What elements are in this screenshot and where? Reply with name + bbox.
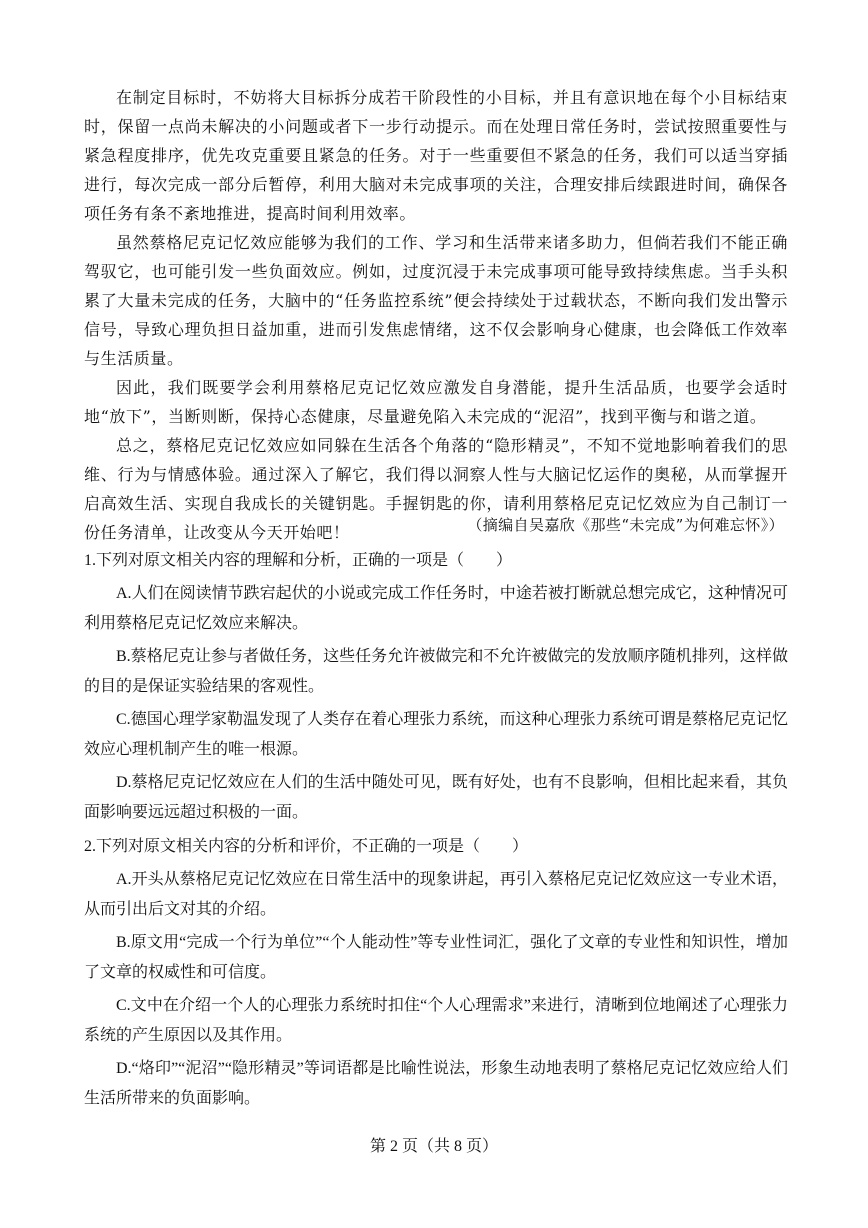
question-option: A.人们在阅读情节跌宕起伏的小说或完成工作任务时，中途若被打断就总想完成它，这种情况可利用蔡格尼克记忆效应来解决。 <box>84 585 788 632</box>
question-stem: 1.下列对原文相关内容的理解和分析，正确的一项是（ ） <box>84 552 513 569</box>
question-option: D.“烙印”“泥沼”“隐形精灵”等词语都是比喻性说法，形象生动地表明了蔡格尼克记忆效应给人们生活所带来的负面影响。 <box>84 1060 788 1107</box>
question-option: C.德国心理学家勒温发现了人类存在着心理张力系统，而这种心理张力系统可谓是蔡格尼克记忆效应心理机制产生的唯一根源。 <box>84 711 788 758</box>
question-option: D.蔡格尼克记忆效应在人们的生活中随处可见，既有好处，也有不良影响，但相比起来看，其负面影响要远远超过积极的一面。 <box>84 774 788 821</box>
question-list <box>84 542 788 1117</box>
reading-passage <box>84 83 788 547</box>
question-2 <box>84 832 788 1114</box>
question-option: C.文中在介绍一个人的心理张力系统时扣住“个人心理需求”来进行，清晰到位地阐述了心理张力系统的产生原因以及其作用。 <box>84 997 788 1044</box>
page-number-footer: 第 2 页（共 8 页） <box>369 1138 498 1155</box>
passage-paragraph-4: 总之，蔡格尼克记忆效应如同躲在生活各个角落的“隐形精灵”，不知不觉地影响着我们的思维、行为与情感体验。通过深入了解它，我们得以洞察人性与大脑记忆运作的奥秘，从而掌握开启高效生活、实现自我成长的关键钥匙。手握钥匙的你，请利用蔡格尼克记忆效应为自己制订一份任务清单，让改变从今天开始吧！ <box>84 436 788 542</box>
question-option: A.开头从蔡格尼克记忆效应在日常生活中的现象讲起，再引入蔡格尼克记忆效应这一专业术语，从而引出后文对其的介绍。 <box>84 871 788 918</box>
question-1 <box>84 546 788 828</box>
passage-source: （摘编自吴嘉欣《那些“未完成”为何难忘怀》） <box>467 516 784 534</box>
passage-paragraph-3: 因此，我们既要学会利用蔡格尼克记忆效应激发自身潜能，提升生活品质，也要学会适时地“放下”，当断则断，保持心态健康，尽量避免陷入未完成的“泥沼”，找到平衡与和谐之道。 <box>84 378 788 426</box>
question-stem: 2.下列对原文相关内容的分析和评价，不正确的一项是（ ） <box>84 838 529 855</box>
passage-paragraph-1: 在制定目标时，不妨将大目标拆分成若干阶段性的小目标，并且有意识地在每个小目标结束时，保留一点尚未解决的小问题或者下一步行动提示。而在处理日常任务时，尝试按照重要性与紧急程度排序，优先攻克重要且紧急的任务。对于一些重要但不紧急的任务，我们可以适当穿插进行，每次完成一部分后暂停，利用大脑对未完成事项的关注，合理安排后续跟进时间，确保各项任务有条不紊地推进，提高时间利用效率。 <box>84 88 788 223</box>
question-option: B.蔡格尼克让参与者做任务，这些任务允许被做完和不允许被做完的发放顺序随机排列，这样做的目的是保证实验结果的客观性。 <box>84 648 788 695</box>
passage-paragraph-2: 虽然蔡格尼克记忆效应能够为我们的工作、学习和生活带来诸多助力，但倘若我们不能正确驾驭它，也可能引发一些负面效应。例如，过度沉浸于未完成事项可能导致持续焦虑。当手头积累了大量未完成的任务，大脑中的“任务监控系统”便会持续处于过载状态，不断向我们发出警示信号，导致心理负担日益加重，进而引发焦虑情绪，这不仅会影响身心健康，也会降低工作效率与生活质量。 <box>84 233 788 368</box>
question-option: B.原文用“完成一个行为单位”“个人能动性”等专业性词汇，强化了文章的专业性和知识性，增加了文章的权威性和可信度。 <box>84 934 788 981</box>
